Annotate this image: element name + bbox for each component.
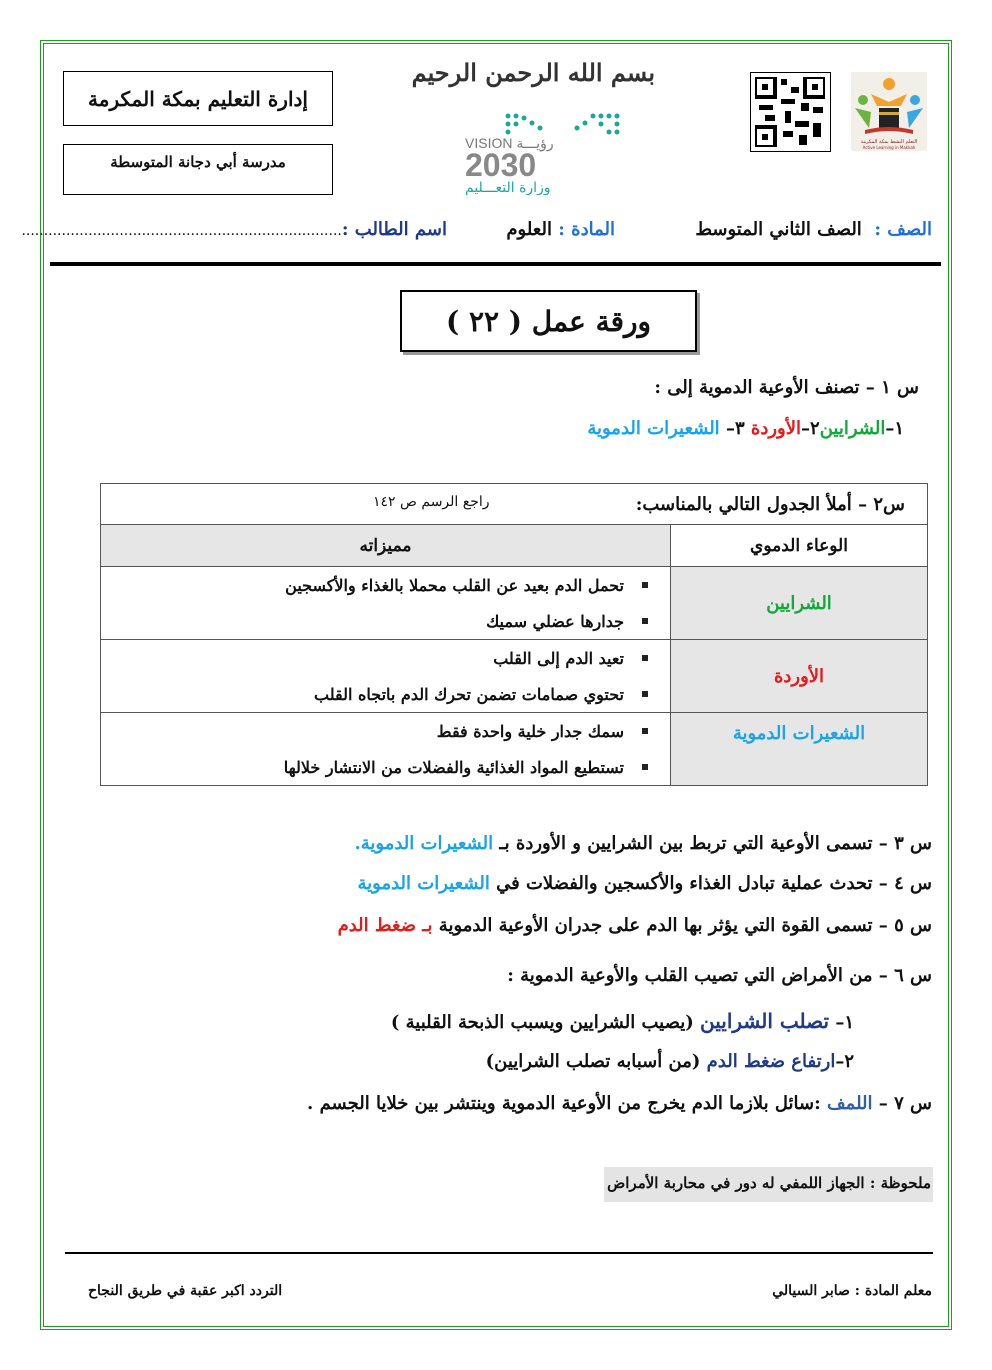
table-row bbox=[101, 713, 928, 786]
q4-text: س ٤ – تحدث عملية تبادل الغذاء والأكسجين والفضلات في bbox=[489, 873, 932, 894]
q1-text: س ١ – تصنف الأوعية الدموية إلى : bbox=[654, 377, 919, 398]
q6-item-2 bbox=[486, 1051, 854, 1072]
features-cell bbox=[101, 640, 671, 713]
q2-hint: راجع الرسم ص ١٤٢ bbox=[373, 493, 490, 510]
grade-value: الصف الثاني المتوسط bbox=[695, 219, 862, 240]
active-learning-logo bbox=[851, 72, 927, 151]
admin-box: إدارة التعليم بمكة المكرمة bbox=[63, 71, 333, 126]
student-name-field[interactable] bbox=[21, 219, 447, 240]
q7-text: س ٧ – bbox=[872, 1093, 932, 1114]
q1-veins: الأوردة bbox=[750, 418, 802, 439]
feature: تستطيع المواد الغذائية والفضلات من الانتشار خلالها bbox=[283, 757, 624, 777]
svg-text:التعلم النشط بمكة المكرمة: التعلم النشط بمكة المكرمة bbox=[860, 139, 918, 145]
feature: سمك جدار خلية واحدة فقط bbox=[436, 721, 624, 741]
q1-num: ٢– bbox=[801, 418, 820, 439]
q3-answer: الشعيرات الدموية. bbox=[354, 833, 494, 854]
features-cell bbox=[101, 713, 671, 786]
note: ملحوظة : الجهاز اللمفي له دور في محاربة الأمراض bbox=[604, 1167, 933, 1202]
grade-label: الصف : bbox=[874, 219, 932, 240]
qr-code bbox=[750, 72, 831, 152]
col-header-vessel: الوعاء الدموي bbox=[671, 525, 928, 567]
svg-text:وزارة التعـــليم: وزارة التعـــليم bbox=[465, 180, 551, 195]
subject-value: العلوم bbox=[506, 219, 552, 240]
feature: جدارها عضلي سميك bbox=[486, 611, 624, 631]
subject-label: المادة : bbox=[558, 219, 615, 240]
subject-field bbox=[506, 219, 615, 240]
q3-text: س ٣ – تسمى الأوعية التي تربط بين الشرايين و الأوردة بـ bbox=[493, 833, 932, 854]
table-question-row bbox=[101, 484, 928, 525]
q7 bbox=[307, 1093, 932, 1114]
feature: تحمل الدم بعيد عن القلب محملا بالغذاء والأكسجين bbox=[285, 575, 624, 595]
q5-answer: بـ ضغط الدم bbox=[337, 915, 433, 936]
header-rule bbox=[50, 262, 941, 266]
table-row bbox=[101, 567, 928, 640]
q1-answer bbox=[587, 418, 904, 439]
q1-capillaries: الشعيرات الدموية bbox=[587, 418, 720, 439]
svg-text:2030: 2030 bbox=[465, 147, 537, 183]
school-box: مدرسة أبي دجانة المتوسطة bbox=[63, 144, 333, 195]
vision-2030-logo bbox=[463, 110, 623, 195]
teacher-name: معلم المادة : صابر السيالي bbox=[772, 1283, 932, 1299]
features-cell bbox=[101, 567, 671, 640]
q5-text: س ٥ – تسمى القوة التي يؤثر بها الدم على جدران الأوعية الدموية bbox=[432, 915, 932, 936]
disease: تصلب الشرايين bbox=[700, 1009, 830, 1033]
vessel-name: الشعيرات الدموية bbox=[671, 713, 928, 786]
vessel-name: الشرايين bbox=[671, 567, 928, 640]
feature: تعيد الدم إلى القلب bbox=[493, 648, 624, 668]
grade-field bbox=[695, 219, 932, 240]
student-blank[interactable]: ........................................................................ bbox=[21, 223, 342, 239]
item-num: ١– bbox=[829, 1012, 854, 1033]
q4 bbox=[357, 873, 932, 894]
footer-rule bbox=[65, 1252, 933, 1254]
disease: ارتفاع ضغط الدم bbox=[706, 1051, 836, 1072]
q1-num: ٣– bbox=[719, 418, 745, 439]
vessel-name: الأوردة bbox=[671, 640, 928, 713]
vessels-table bbox=[100, 483, 928, 786]
q1-num: ١– bbox=[885, 418, 904, 439]
q2-text: س٢ – أملأ الجدول التالي بالمناسب: bbox=[635, 493, 905, 515]
bismillah: بسم الله الرحمن الرحيم bbox=[411, 58, 655, 87]
q5 bbox=[338, 915, 932, 936]
disease-desc: (من أسبابه تصلب الشرايين) bbox=[485, 1051, 707, 1072]
table-row bbox=[101, 640, 928, 713]
disease-desc: (يصيب الشرايين ويسبب الذبحة القلبية ) bbox=[390, 1012, 700, 1033]
svg-text:VISION رؤيـــة: VISION رؤيـــة bbox=[465, 135, 554, 151]
q4-answer: الشعيرات الدموية bbox=[357, 873, 490, 894]
feature: تحتوي صمامات تضمن تحرك الدم باتجاه القلب bbox=[313, 684, 624, 704]
worksheet-title: ورقة عمل ( ٢٢ ) bbox=[400, 290, 697, 352]
student-label: اسم الطالب : bbox=[341, 219, 447, 240]
q7-answer: اللمف bbox=[827, 1093, 873, 1114]
motto: التردد اكبر عقبة في طريق النجاح bbox=[88, 1283, 283, 1299]
item-num: ٢– bbox=[835, 1051, 854, 1072]
svg-text:Active Learning in Makkah: Active Learning in Makkah bbox=[862, 145, 916, 150]
q7-rest: :سائل بلازما الدم يخرج من الأوعية الدموية وينتشر بين خلايا الجسم . bbox=[307, 1093, 828, 1114]
q1-arteries: الشرايين bbox=[819, 418, 886, 439]
q6-text: س ٦ – من الأمراض التي تصيب القلب والأوعية الدموية : bbox=[507, 965, 932, 986]
q6-item-1 bbox=[391, 1009, 854, 1033]
col-header-features: مميزاته bbox=[101, 525, 671, 567]
q3 bbox=[354, 833, 932, 854]
